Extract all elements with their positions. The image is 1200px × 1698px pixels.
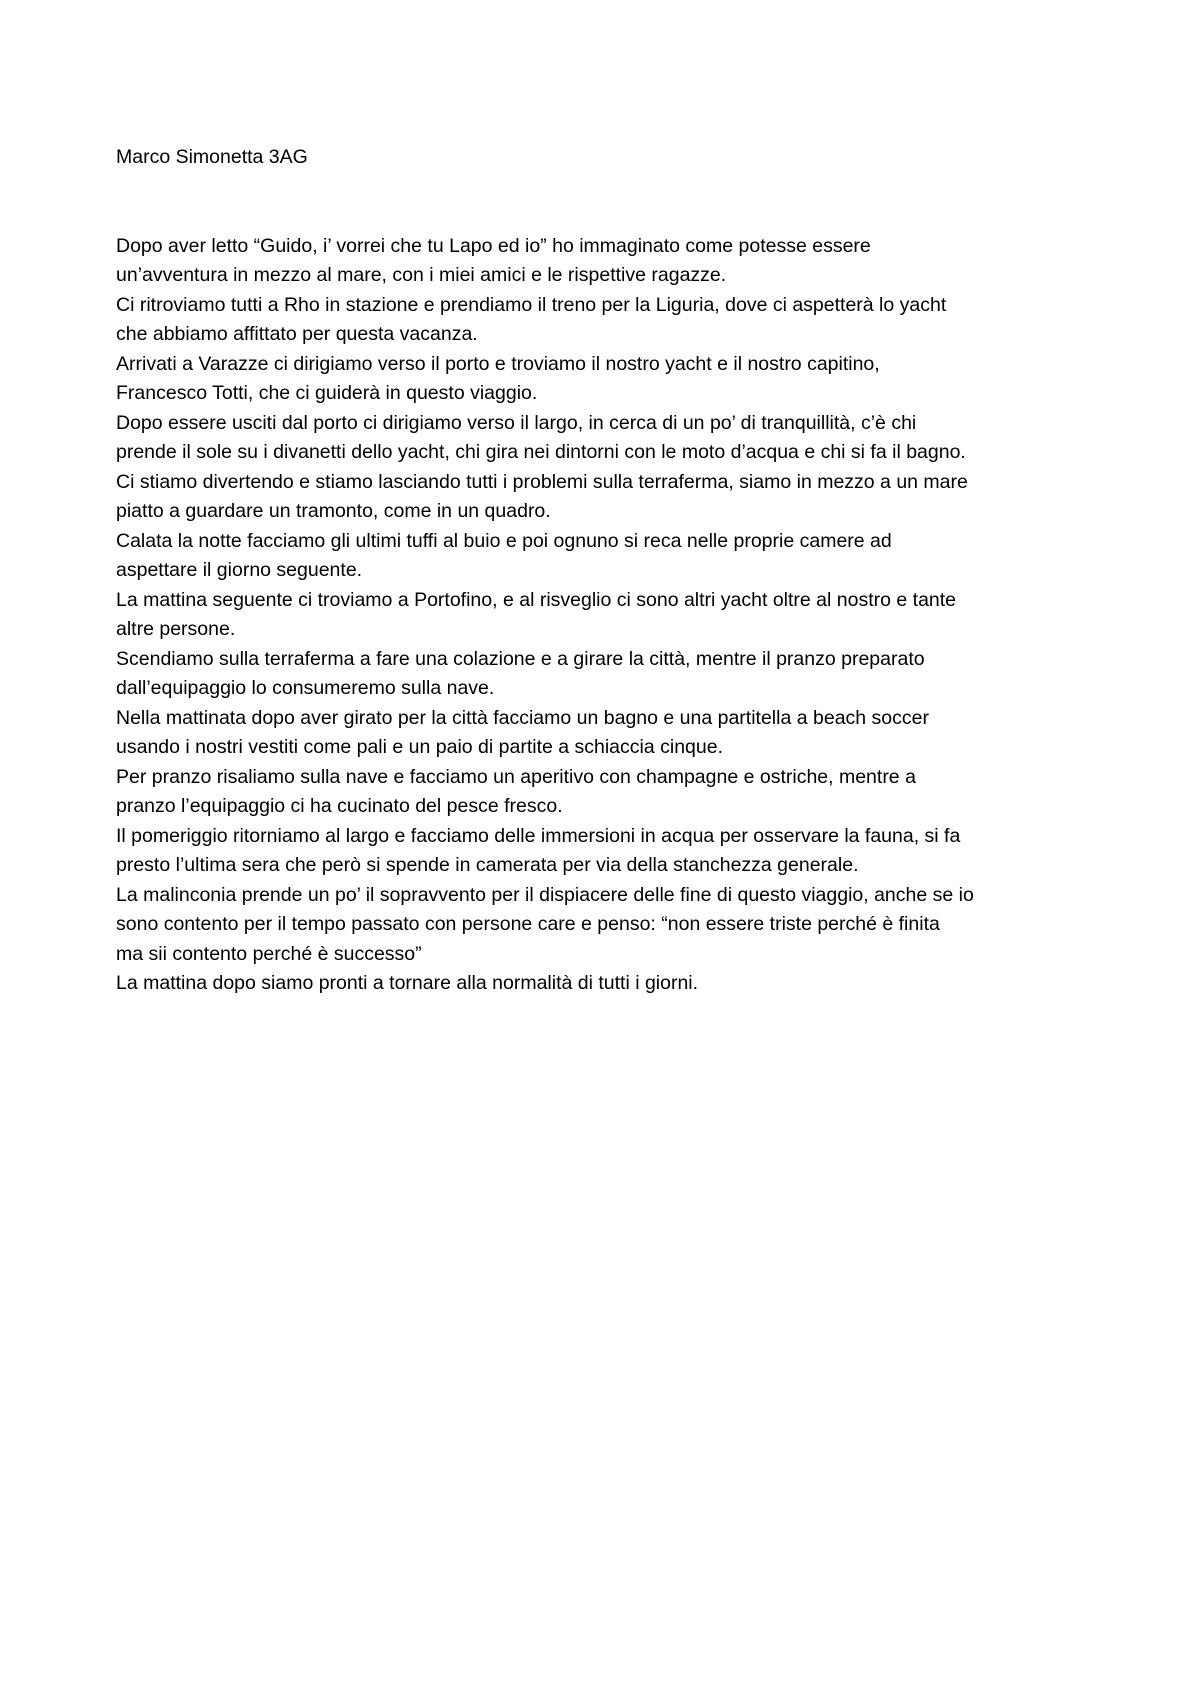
author-line: Marco Simonetta 3AG — [116, 146, 308, 168]
text-line: Nella mattinata dopo aver girato per la città facciamo un bagno e una partitella a beach soccer — [116, 706, 929, 729]
text-line: aspettare il giorno seguente. — [116, 559, 363, 581]
text-line: Il pomeriggio ritorniamo al largo e facciamo delle immersioni in acqua per osservare la fauna, si fa — [116, 824, 961, 847]
text-line: La mattina seguente ci troviamo a Portofino, e al risveglio ci sono altri yacht oltre al nostro e tante — [116, 588, 957, 611]
text-line: un’avventura in mezzo al mare, con i miei amici e le rispettive ragazze. — [116, 264, 727, 286]
text-line: pranzo l’equipaggio ci ha cucinato del pesce fresco. — [116, 795, 563, 817]
text-line: Ci stiamo divertendo e stiamo lasciando tutti i problemi sulla terraferma, siamo in mezzo a un mare — [116, 470, 968, 493]
text-line: Dopo aver letto “Guido, i’ vorrei che tu Lapo ed io” ho immaginato come potesse essere — [116, 234, 871, 257]
text-line: usando i nostri vestiti come pali e un paio di partite a schiaccia cinque. — [116, 736, 724, 758]
text-line: presto l’ultima sera che però si spende in camerata per via della stanchezza generale. — [116, 854, 859, 876]
text-line: Arrivati a Varazze ci dirigiamo verso il porto e troviamo il nostro yacht e il nostro capitino, — [116, 352, 880, 375]
text-line: La malinconia prende un po’ il sopravvento per il dispiacere delle fine di questo viaggio, anche se io — [116, 883, 974, 906]
text-line: Ci ritroviamo tutti a Rho in stazione e prendiamo il treno per la Liguria, dove ci aspetterà lo yacht — [116, 293, 947, 316]
text-line: sono contento per il tempo passato con persone care e penso: “non essere triste perché è finita — [116, 913, 940, 935]
essay-text — [116, 232, 1106, 999]
text-line: piatto a guardare un tramonto, come in un quadro. — [116, 500, 551, 522]
text-line: La mattina dopo siamo pronti a tornare alla normalità di tutti i giorni. — [116, 972, 699, 994]
text-line: prende il sole su i divanetti dello yacht, chi gira nei dintorni con le moto d’acqua e chi si fa il bagno. — [116, 441, 966, 463]
text-line: ma sii contento perché è successo” — [116, 942, 422, 965]
text-line: Per pranzo risaliamo sulla nave e facciamo un aperitivo con champagne e ostriche, mentre a — [116, 765, 916, 788]
text-line: Calata la notte facciamo gli ultimi tuffi al buio e poi ognuno si reca nelle proprie camere ad — [116, 529, 892, 552]
text-line: Scendiamo sulla terraferma a fare una colazione e a girare la città, mentre il pranzo preparato — [116, 647, 925, 670]
text-line: che abbiamo affittato per questa vacanza. — [116, 323, 478, 345]
text-line: Francesco Totti, che ci guiderà in questo viaggio. — [116, 382, 538, 404]
text-line: dall’equipaggio lo consumeremo sulla nave. — [116, 677, 495, 699]
document-body — [116, 143, 1106, 999]
text-line: Dopo essere usciti dal porto ci dirigiamo verso il largo, in cerca di un po’ di tranquillità, c’è chi — [116, 411, 917, 434]
text-line: altre persone. — [116, 618, 236, 640]
